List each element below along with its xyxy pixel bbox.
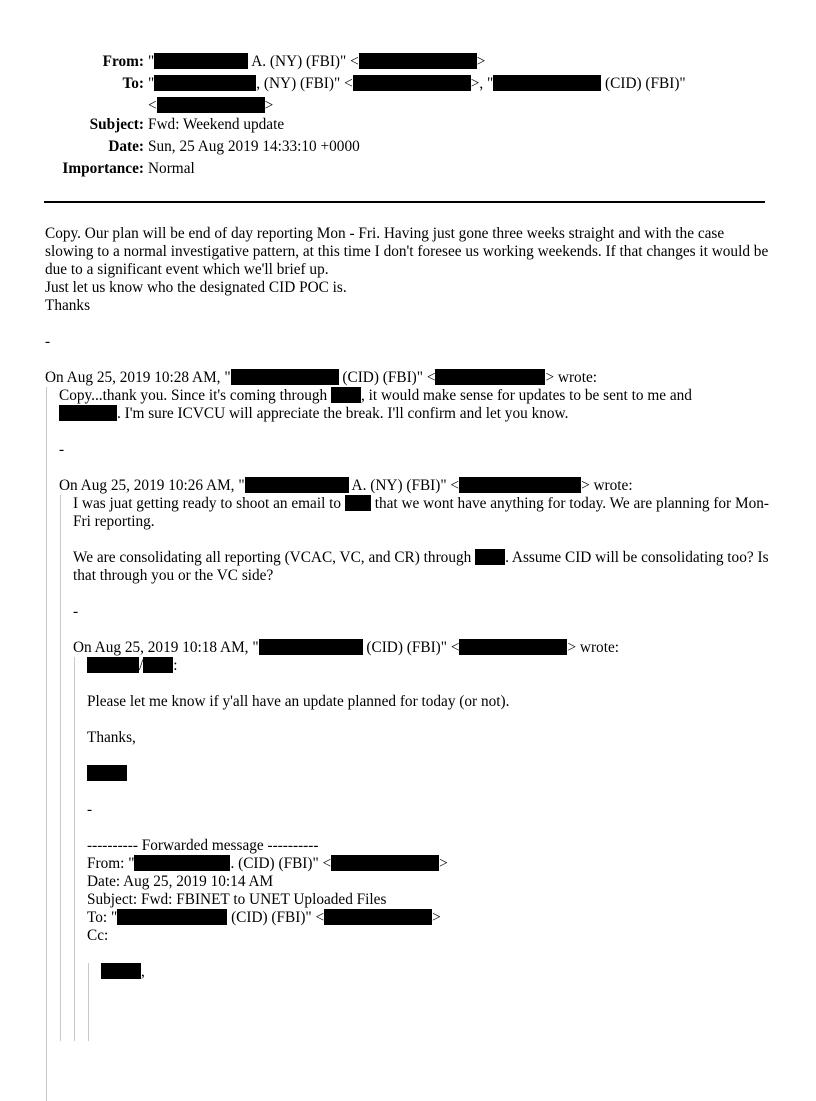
quote-attribution: On Aug 25, 2019 10:26 AM, " A. (NY) (FBI)" < > wrote: <box>59 477 633 494</box>
header-divider <box>44 201 765 203</box>
subject-label: Subject: <box>89 116 144 133</box>
redaction-block <box>143 657 173 673</box>
separator-dash: - <box>73 603 79 620</box>
redaction-block <box>154 75 256 91</box>
redaction-block <box>493 75 601 91</box>
redaction-block <box>59 405 117 421</box>
quote-attribution: On Aug 25, 2019 10:18 AM, " (CID) (FBI)" < > wrote: <box>73 639 619 656</box>
to-row-continued <box>0 97 816 116</box>
to-label: To: <box>122 75 144 92</box>
separator-dash: - <box>87 801 93 818</box>
to-value-line2: < > <box>148 97 274 114</box>
to-row <box>0 75 816 97</box>
redaction-block <box>157 97 265 113</box>
redaction-block <box>331 387 361 403</box>
from-row <box>0 53 816 75</box>
quote-paragraph: I was juat getting ready to shoot an email to that we wont have anything for today. We are planning for Mon-Fri reporting. <box>73 495 769 530</box>
redaction-block <box>231 369 339 385</box>
redaction-block <box>331 855 439 871</box>
forwarded-subject: Subject: Fwd: FBINET to UNET Uploaded Files <box>87 891 387 908</box>
separator-dash: - <box>59 441 65 458</box>
redaction-block <box>345 495 371 511</box>
quoted-message <box>46 387 775 1101</box>
date-label: Date: <box>108 138 144 155</box>
redaction-block <box>459 639 567 655</box>
email-body <box>45 225 775 1101</box>
quoted-message <box>74 657 775 1041</box>
forwarded-from: From: " . (CID) (FBI)" < > <box>87 855 448 872</box>
redaction-block <box>359 53 477 69</box>
body-paragraph: Just let us know who the designated CID POC is. <box>45 279 347 296</box>
importance-row <box>0 160 816 182</box>
quote-paragraph: Please let me know if y'all have an update planned for today (or not). <box>87 693 510 710</box>
body-paragraph: Thanks <box>45 297 91 314</box>
email-header <box>0 53 816 182</box>
separator-dash: - <box>45 333 51 350</box>
redaction-block <box>117 909 227 925</box>
from-label: From: <box>102 53 144 70</box>
redaction-block <box>435 369 545 385</box>
quote-paragraph: We are consolidating all reporting (VCAC, VC, and CR) through . Assume CID will be consolidating too? Is that through you or the VC side? <box>73 549 769 584</box>
redaction-block <box>245 477 349 493</box>
redaction-block <box>259 639 363 655</box>
sign-off: Thanks, <box>87 729 136 746</box>
subject-row <box>0 116 816 138</box>
importance-value: Normal <box>148 160 195 177</box>
body-paragraph: Copy. Our plan will be end of day reporting Mon - Fri. Having just gone three weeks straight and with the case slowing to a normal investigative pattern, at this time I don't foresee us working weekends. If that changes it would be due to a significant event which we'll brief up. <box>45 225 769 278</box>
redaction-block <box>154 53 248 69</box>
subject-value: Fwd: Weekend update <box>148 116 285 133</box>
redaction-block <box>324 909 432 925</box>
salutation: / : <box>87 657 775 675</box>
salutation: , <box>101 963 775 981</box>
from-value: " A. (NY) (FBI)" < > <box>148 53 486 70</box>
redaction-block <box>87 765 127 781</box>
redaction-block <box>87 657 139 673</box>
redaction-block <box>353 75 471 91</box>
signature <box>87 765 775 783</box>
redaction-block <box>459 477 581 493</box>
redaction-block <box>101 963 141 979</box>
redaction-block <box>134 855 230 871</box>
quoted-message <box>60 495 775 1041</box>
forwarded-header: ---------- Forwarded message ---------- <box>87 837 319 854</box>
redaction-block <box>475 549 505 565</box>
forwarded-to: To: " (CID) (FBI)" < > <box>87 909 441 926</box>
importance-label: Importance: <box>62 160 144 177</box>
date-row <box>0 138 816 160</box>
to-value: " , (NY) (FBI)" < >, " (CID) (FBI)" <box>148 75 686 92</box>
date-value: Sun, 25 Aug 2019 14:33:10 +0000 <box>148 138 360 155</box>
quote-attribution: On Aug 25, 2019 10:28 AM, " (CID) (FBI)" < > wrote: <box>45 369 597 386</box>
forwarded-cc: Cc: <box>87 927 109 944</box>
quote-paragraph: Copy...thank you. Since it's coming through , it would make sense for updates to be sent to me and . I'm sure ICVCU will appreciate the break. I'll confirm and let you know. <box>59 387 692 422</box>
forwarded-date: Date: Aug 25, 2019 10:14 AM <box>87 873 274 890</box>
quoted-message <box>88 963 775 1041</box>
